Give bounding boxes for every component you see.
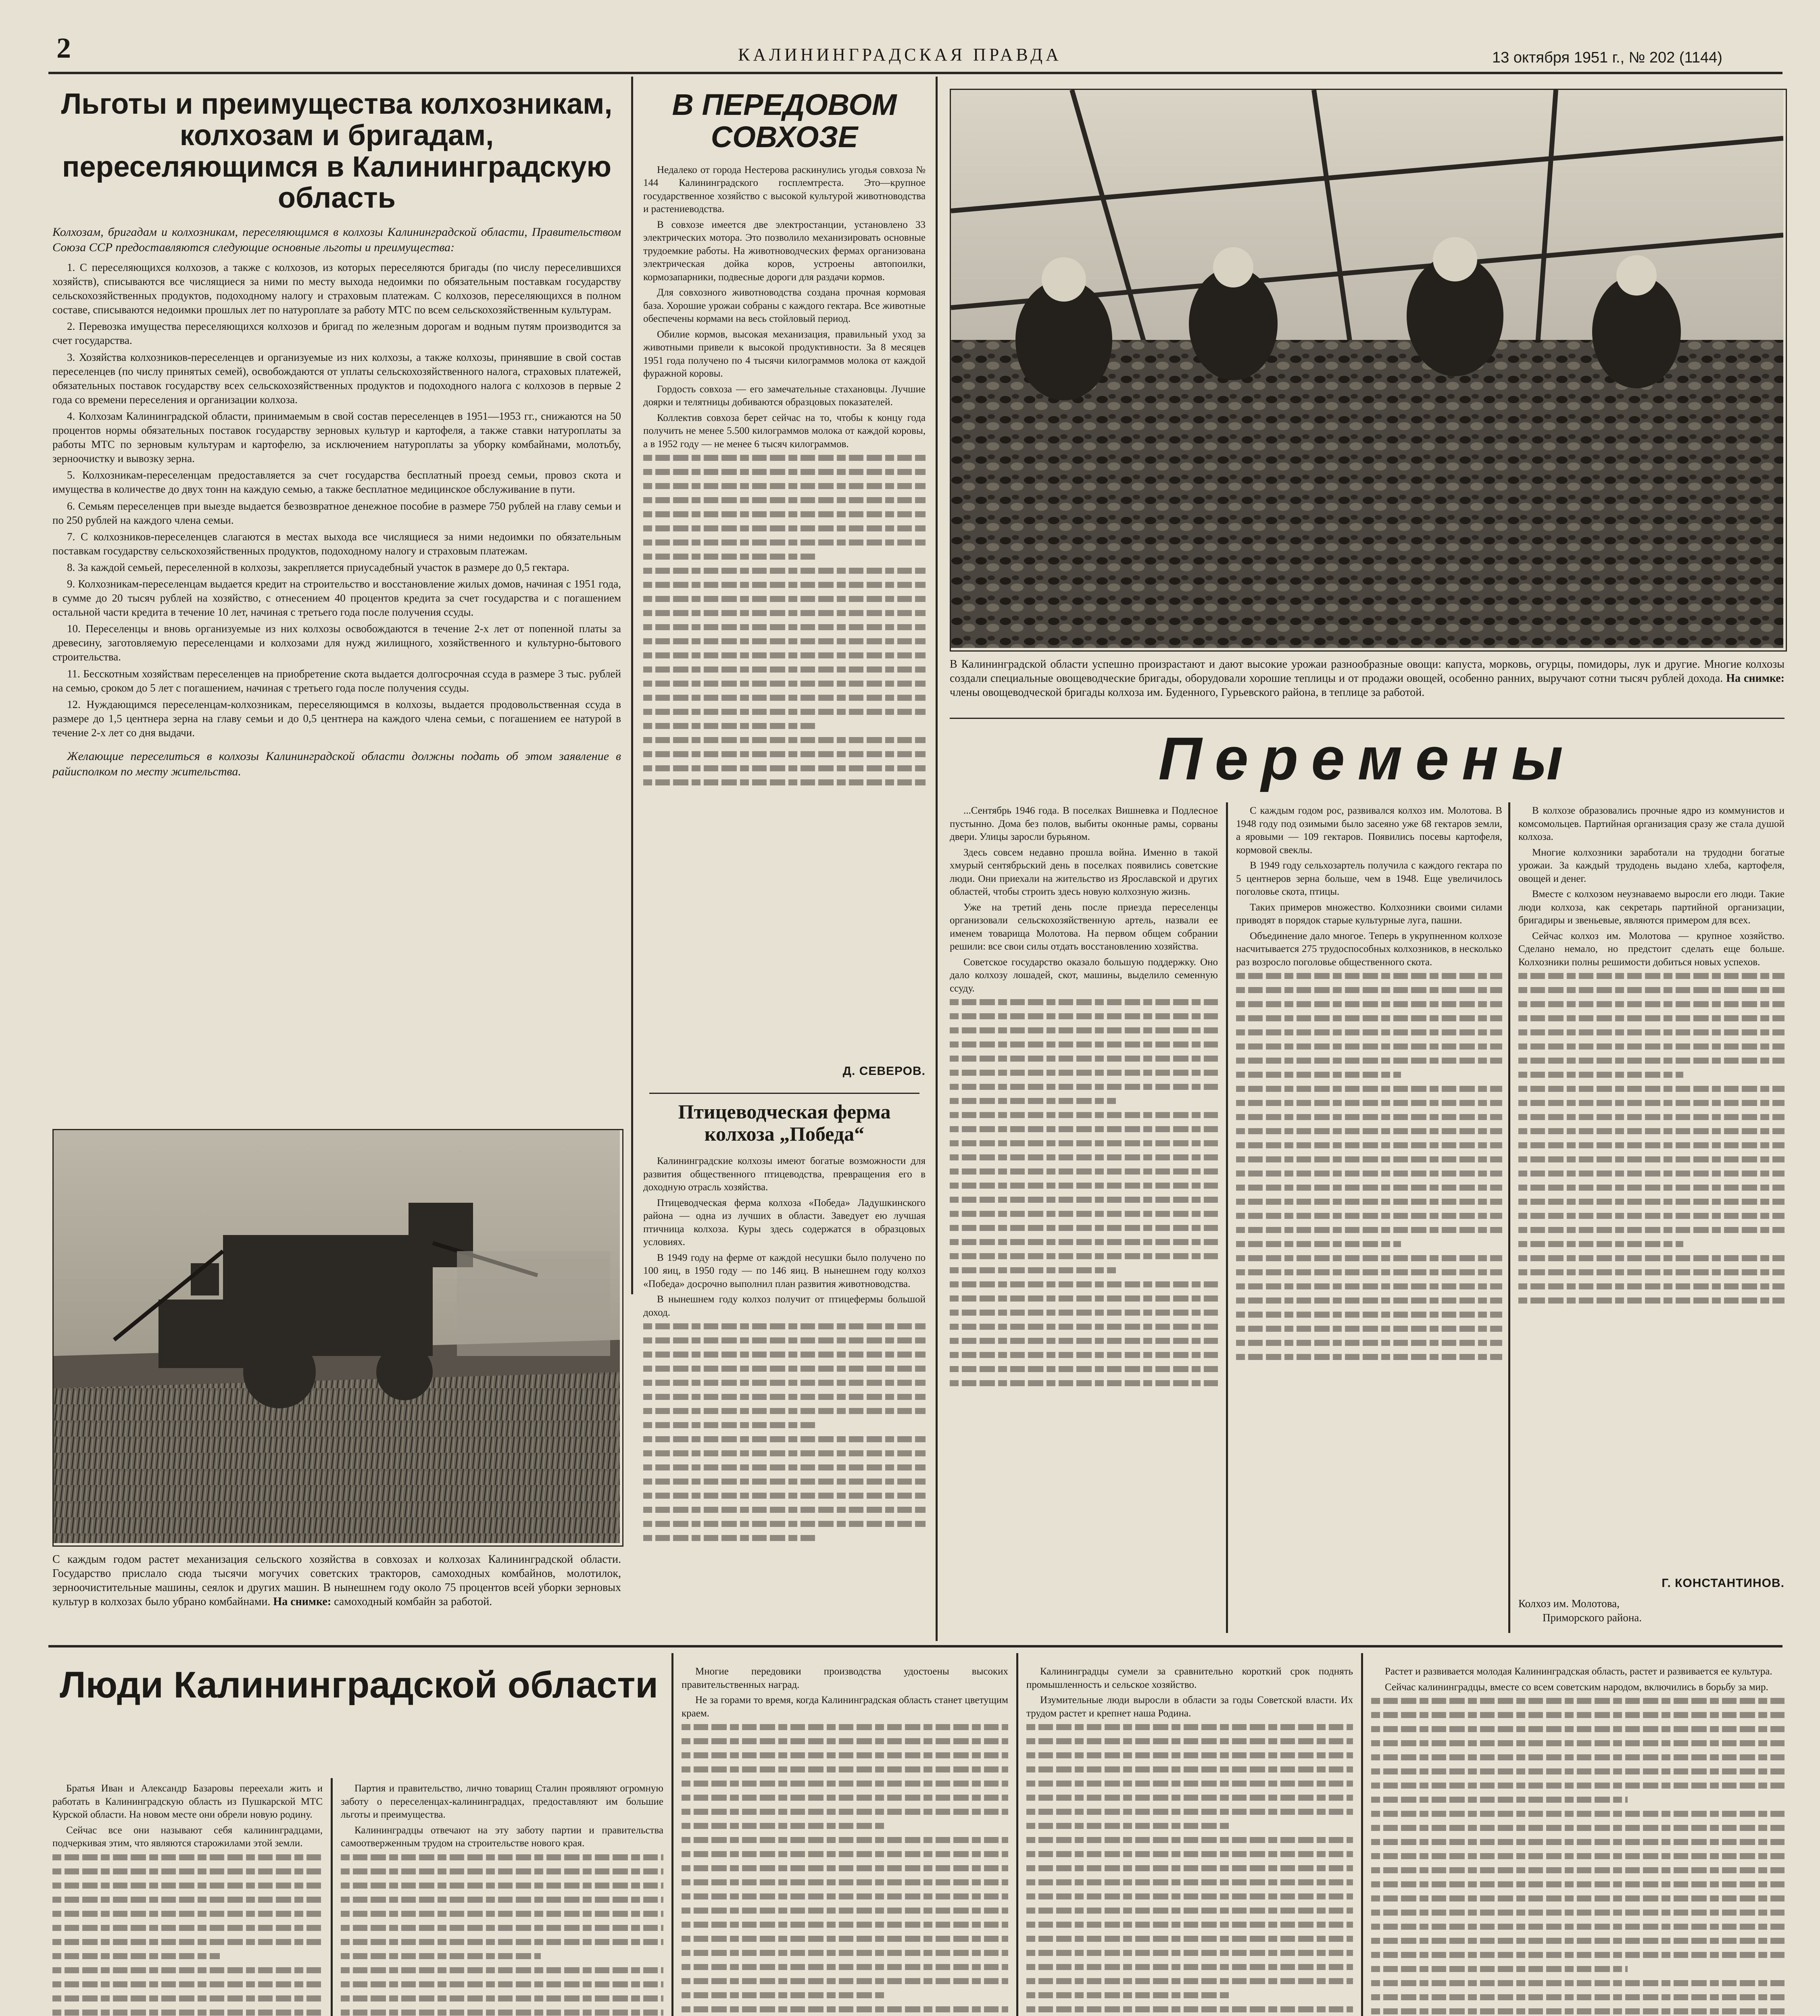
people-text-block xyxy=(52,1854,323,2016)
changes-paragraph: Вместе с колхозом неузнаваемо выросли его люди. Такие люди колхоза, как секретарь партийной организации, бригадиры и звеньевые, являются примером для всех. xyxy=(1518,889,1785,926)
people-text-block xyxy=(682,1724,1008,2016)
people-paragraph: Растет и развивается молодая Калининградская область, растет и развивается ее культура. xyxy=(1385,1666,1772,1677)
changes-paragraph: В колхозе образовались прочные ядро из коммунистов и комсомольцев. Партийная организация сразу же стала душой колхоза. xyxy=(1518,805,1785,842)
changes-text-block xyxy=(950,999,1218,1386)
poultry-headline: Птицеводческая ферма колхоза „Победа“ xyxy=(678,1101,891,1145)
combine-caption-label: На снимке: xyxy=(273,1595,331,1608)
sovkhoz-paragraph: Для совхозного животноводства создана прочная кормовая база. Хорошие урожаи собраны с каждого гектара. Все животные обеспечены кормами на весь стойловый период. xyxy=(643,287,926,325)
people-paragraph: Калининградцы сумели за сравнительно короткий срок поднять промышленность и сельское хозяйство. xyxy=(1026,1666,1353,1690)
poultry-paragraph: В нынешнем году колхоз получит от птицефермы большой доход. xyxy=(643,1294,926,1318)
greenhouse-caption-main: В Калининградской области успешно произрастают и дают высокие урожаи разнообразные овощи: капуста, морковь, огурцы, помидоры, лук и другие. Многие колхозы создали специальные овощеводческие бригады, оборудовали хорошие теплицы и от продажи овощей, особенно ранних, выручают сотни тысяч рублей дохода. xyxy=(950,658,1785,685)
column-divider xyxy=(1016,1653,1018,2016)
greenhouse-photo xyxy=(950,89,1787,652)
changes-affiliation-line: Колхоз им. Молотова, xyxy=(1518,1597,1620,1610)
masthead: КАЛИНИНГРАДСКАЯ ПРАВДА xyxy=(738,45,1062,65)
header-rule xyxy=(48,72,1782,74)
benefit-item: 7. С колхозников-переселенцев слагаются в местах выхода все числящиеся за ними недоимки по обязательным поставкам государству сельскохозяйственных продуктов, подоходному налогу и страховым платежам. xyxy=(52,530,621,557)
people-paragraph: Изумительные люди выросли в области за годы Советской власти. Их трудом растет и крепнет наша Родина. xyxy=(1026,1695,1353,1719)
column-divider xyxy=(1361,1653,1363,2016)
page-number: 2 xyxy=(56,32,71,64)
changes-paragraph: В 1949 году сельхозартель получила с каждого гектара по 5 центнеров зерна больше, чем в 1948. Еще увеличилось поголовье скота, птицы. xyxy=(1236,860,1502,897)
sovkhoz-paragraph: Гордость совхоза — его замечательные стахановцы. Лучшие доярки и телятницы добиваются образцовых показателей. xyxy=(643,383,926,408)
benefit-item: 1. С переселяющихся колхозов, а также с колхозов, из которых переселяются бригады (по числу переселившихся хозяйств), списываются все числящиеся за ними по месту выхода недоимки по обязательным поставкам государству сельскохозяйственных продуктов, подоходному налогу и страховым платежам. С колхозов, переселяющихся в полном составе, списываются недоимки прошлых лет по натуроплате за работу МТС по всем сельскохозяйственным культурам. xyxy=(52,261,621,316)
column-divider xyxy=(631,77,633,1294)
column-divider xyxy=(331,1778,333,2016)
poultry-article xyxy=(643,1101,926,1637)
people-text-block xyxy=(1026,1724,1353,2016)
people-paragraph: Многие передовики производства удостоены высоких правительственных наград. xyxy=(682,1666,1008,1690)
people-text-block xyxy=(341,1854,663,2016)
sovkhoz-article xyxy=(643,89,926,1060)
column-divider xyxy=(671,1653,673,2016)
benefit-item: 12. Нуждающимся переселенцам-колхозникам, переселяющимся в колхозы, выдается продовольственная ссуда в размере до 1,5 центнера зерна на главу семьи и до 0,5 центнера на каждого члена семьи, с погашением ее натурой в течение 2-х лет со дня выдачи. xyxy=(52,698,621,739)
benefits-closing: Желающие переселиться в колхозы Калининградской области должны подать об этом заявление в райисполком по месту жительства. xyxy=(52,750,621,778)
people-headline: Люди Калининградской области xyxy=(60,1664,658,1706)
people-paragraph: Калининградцы отвечают на эту заботу партии и правительства самоотверженным трудом на строительстве нового края. xyxy=(341,1824,663,1849)
people-column-2 xyxy=(341,1782,663,2016)
benefits-intro: Колхозам, бригадам и колхозникам, переселяющимся в колхозы Калининградской области, Правительством Союза ССР предоставляются следующие основные льготы и преимущества: xyxy=(52,225,621,254)
section-rule xyxy=(48,1645,1782,1647)
changes-paragraph: С каждым годом рос, развивался колхоз им. Молотова. В 1948 году под озимыми было засеяно уже 68 гектаров земли, а яровыми — 109 гектаров. Появились посевы картофеля, кормовой свеклы. xyxy=(1236,805,1502,856)
benefits-article xyxy=(52,89,621,1113)
people-column-1 xyxy=(52,1782,323,2016)
changes-paragraph: Уже на третий день после приезда переселенцы организовали сельскохозяйственную артель, назвали ее именем товарища Молотова. На первом общем собрании решили: все свои силы отдать восстановлению хозяйства. xyxy=(950,902,1218,952)
sovkhoz-paragraph: Коллектив совхоза берет сейчас на то, чтобы к концу года получить не менее 5.500 килограммов молока от каждой коровы, а в 1952 году — не менее 6 тысяч килограммов. xyxy=(643,412,926,450)
combine-photo xyxy=(52,1129,623,1547)
changes-signature: Г. КОНСТАНТИНОВ. xyxy=(1662,1577,1785,1590)
people-column-3 xyxy=(682,1665,1008,2016)
sovkhoz-text-block xyxy=(643,455,926,785)
changes-paragraph: Таких примеров множество. Колхозники своими силами приводят в порядок старые культурные луга, пашни. xyxy=(1236,902,1502,926)
changes-paragraph: Сейчас колхоз им. Молотова — крупное хозяйство. Сделано немало, но предстоит сделать еще больше. Колхозники полны решимости добиться новых успехов. xyxy=(1518,930,1785,968)
benefit-item: 11. Бесскотным хозяйствам переселенцев на приобретение скота выдается долгосрочная ссуда в размере 3 тыс. рублей на семью, сроком до 5 лет с погашением, начиная с третьего года после получения ссуды. xyxy=(52,667,621,694)
sovkhoz-signature: Д. СЕВЕРОВ. xyxy=(842,1064,926,1078)
benefit-item: 10. Переселенцы и вновь организуемые из них колхозы освобождаются в течение 2-х лет от попенной платы за древесину, заготовляемую переселенцами и колхозами для нужд жилищного, хозяйственного и культурно-бытового строительства. xyxy=(52,623,621,663)
people-paragraph: Сейчас калининградцы, вместе со всем советским народом, включились в борьбу за мир. xyxy=(1385,1681,1768,1693)
changes-paragraph: Объединение дало многое. Теперь в укрупненном колхозе насчитывается 275 трудоспособных колхозников, в несколько раз возросло поголовье общественного скота. xyxy=(1236,930,1502,968)
changes-column-3 xyxy=(1518,804,1785,1574)
benefit-item: 9. Колхозникам-переселенцам выдается кредит на строительство и восстановление жилых домов, начиная с 1951 года, в сумме до 20 тысяч рублей на хозяйство, с отнесением 40 процентов кредита за счет государства и с погашением остальной части кредита в течение 10 лет, начиная с третьего года после получения ссуды. xyxy=(52,577,621,619)
column-divider xyxy=(936,77,938,1641)
sovkhoz-paragraph: Недалеко от города Нестерова раскинулись угодья совхоза № 144 Калининградского госплемтреста. Это—крупное государственное хозяйство с высокой культурой животноводства и растениеводства. xyxy=(643,164,926,215)
people-column-5 xyxy=(1371,1665,1785,2016)
sovkhoz-headline: В ПЕРЕДОВОМ СОВХОЗЕ xyxy=(672,89,897,154)
poultry-text-block xyxy=(643,1323,926,1541)
combine-caption-desc: самоходный комбайн за работой. xyxy=(334,1595,492,1608)
greenhouse-caption-desc: члены овощеводческой бригады колхоза им. Буденного, Гурьевского района, в теплице за работой. xyxy=(950,686,1425,699)
benefit-item: 6. Семьям переселенцев при выезде выдается безвозвратное денежное пособие в размере 750 рублей на главу семьи и по 250 рублей на каждого члена семьи. xyxy=(52,500,621,526)
changes-paragraph: Здесь совсем недавно прошла война. Именно в такой хмурый сентябрьский день в поселках появились советские люди. Они приехали на жительство из Ярославской и других областей, чтобы строить здесь новую колхозную жизнь. xyxy=(950,847,1218,897)
people-column-4 xyxy=(1026,1665,1353,2016)
poultry-paragraph: Калининградские колхозы имеют богатые возможности для развития общественного птицеводства, превращения его в доходную отрасль хозяйства. xyxy=(643,1156,926,1193)
section-rule xyxy=(950,718,1785,719)
benefit-item: 8. За каждой семьей, переселенной в колхозы, закрепляется приусадебный участок в размере до 0,5 гектара. xyxy=(67,561,569,573)
benefit-item: 2. Перевозка имущества переселяющихся колхозов и бригад по железным дорогам и водным путям производится за счет государства. xyxy=(52,320,621,347)
column-divider xyxy=(1508,802,1510,1633)
combine-caption-main: С каждым годом растет механизация сельского хозяйства в совхозах и колхозах Калининградской области. Государство прислало сюда тысячи могучих советских тракторов, самоходных комбайнов, молотилок, зерноочистительные машины, сеялок и других машин. В нынешнем году около 75 процентов всей уборки зерновых культур в колхозах было убрано комбайнами. xyxy=(52,1553,621,1608)
benefit-item: 3. Хозяйства колхозников-переселенцев и организуемые из них колхозы, а также колхозы, принявшие в свой состав переселенцев (по числу принятых семей), освобождаются от уплаты сельскохозяйственного налога, страховых платежей, обязательных поставок государству всех сельскохозяйственных продуктов и подоходного налога с колхозов в первые 2 года со времени переселения и организации колхоза. xyxy=(52,351,621,406)
people-paragraph: Братья Иван и Александр Базаровы переехали жить и работать в Калининградскую область из Пушкарской МТС Курской области. На новом месте они обрели новую родину. xyxy=(52,1783,323,1820)
changes-paragraph: Многие колхозники заработали на трудодни богатые урожаи. За каждый трудодень выдано хлеба, картофеля, овощей и денег. xyxy=(1518,847,1785,884)
changes-paragraph: Советское государство оказало большую поддержку. Оно дало колхозу лошадей, скот, машины, выделило семенную ссуду. xyxy=(950,956,1218,994)
changes-affiliation xyxy=(1518,1597,1785,1625)
sovkhoz-paragraph: В совхозе имеется две электростанции, установлено 33 электрических мотора. Это позволило механизировать основные трудоемкие работы. На животноводческих фермах организована электрическая дойка коров, устроены автопоилки, кормозапарники, подвесные дороги для раздачи кормов. xyxy=(643,219,926,283)
benefits-headline: Льготы и преимущества колхозникам, колхозам и бригадам, переселяющимся в Калининградскую область xyxy=(61,89,613,215)
changes-text-block xyxy=(1518,973,1785,1304)
people-paragraph: Партия и правительство, лично товарищ Сталин проявляют огромную заботу о переселенцах-калининградцах, предоставляют им большие льготы и преимущества. xyxy=(341,1783,663,1820)
people-text-block xyxy=(1371,1698,1785,2016)
people-paragraph: Сейчас все они называют себя калининградцами, подчеркивая этим, что являются старожилами этой земли. xyxy=(52,1824,323,1849)
poultry-paragraph: Птицеводческая ферма колхоза «Победа» Ладушкинского района — одна из лучших в области. Заведует ею лучшая птичница колхоза. Куры здесь содержатся в образцовых условиях. xyxy=(643,1197,926,1248)
changes-column-2 xyxy=(1236,804,1502,1635)
section-rule xyxy=(649,1093,919,1094)
benefit-item: 4. Колхозам Калининградской области, принимаемым в свой состав переселенцев в 1951—1953 гг., снижаются на 50 процентов нормы обязательных поставок государству зерновых культур и картофеля, а также ставки натуроплаты за работы МТС по зерновым культурам и картофелю, за исключением натуроплаты за уборку комбайнами, молотьбу, зерноочистку и вывозку зерна. xyxy=(52,410,621,465)
changes-column-1 xyxy=(950,804,1218,1635)
changes-text-block xyxy=(1236,973,1502,1360)
column-divider xyxy=(1226,802,1228,1633)
people-paragraph: Не за горами то время, когда Калининградская область станет цветущим краем. xyxy=(682,1695,1008,1719)
changes-headline: Перемены xyxy=(1158,725,1576,792)
sovkhoz-paragraph: Обилие кормов, высокая механизация, правильный уход за животными привели к высокой продуктивности. За 8 месяцев 1951 года получено по 4 тысячи килограммов молока от каждой фуражной коровы. xyxy=(643,329,926,379)
poultry-paragraph: В 1949 году на ферме от каждой несушки было получено по 100 яиц, в 1950 году — по 146 яиц. В нынешнем году колхоз «Победа» досрочно выполнил план развития животноводства. xyxy=(643,1252,926,1289)
greenhouse-caption-label: На снимке: xyxy=(1726,672,1785,685)
benefit-item: 5. Колхозникам-переселенцам предоставляется за счет государства бесплатный проезд семьи, провоз скота и имущества в количестве до двух тонн на каждую семью, а также бесплатное медицинское обслуживание в пути. xyxy=(52,469,621,496)
changes-paragraph: ...Сентябрь 1946 года. В поселках Вишневка и Подлесное пустынно. Дома без полов, выбиты оконные рамы, сорваны двери. Улицы заросли бурьяном. xyxy=(950,805,1218,842)
dateline: 13 октября 1951 г., № 202 (1144) xyxy=(1492,49,1722,66)
changes-affiliation-line: Приморского района. xyxy=(1543,1612,1642,1624)
combine-caption xyxy=(52,1552,621,1609)
greenhouse-caption xyxy=(950,657,1785,700)
